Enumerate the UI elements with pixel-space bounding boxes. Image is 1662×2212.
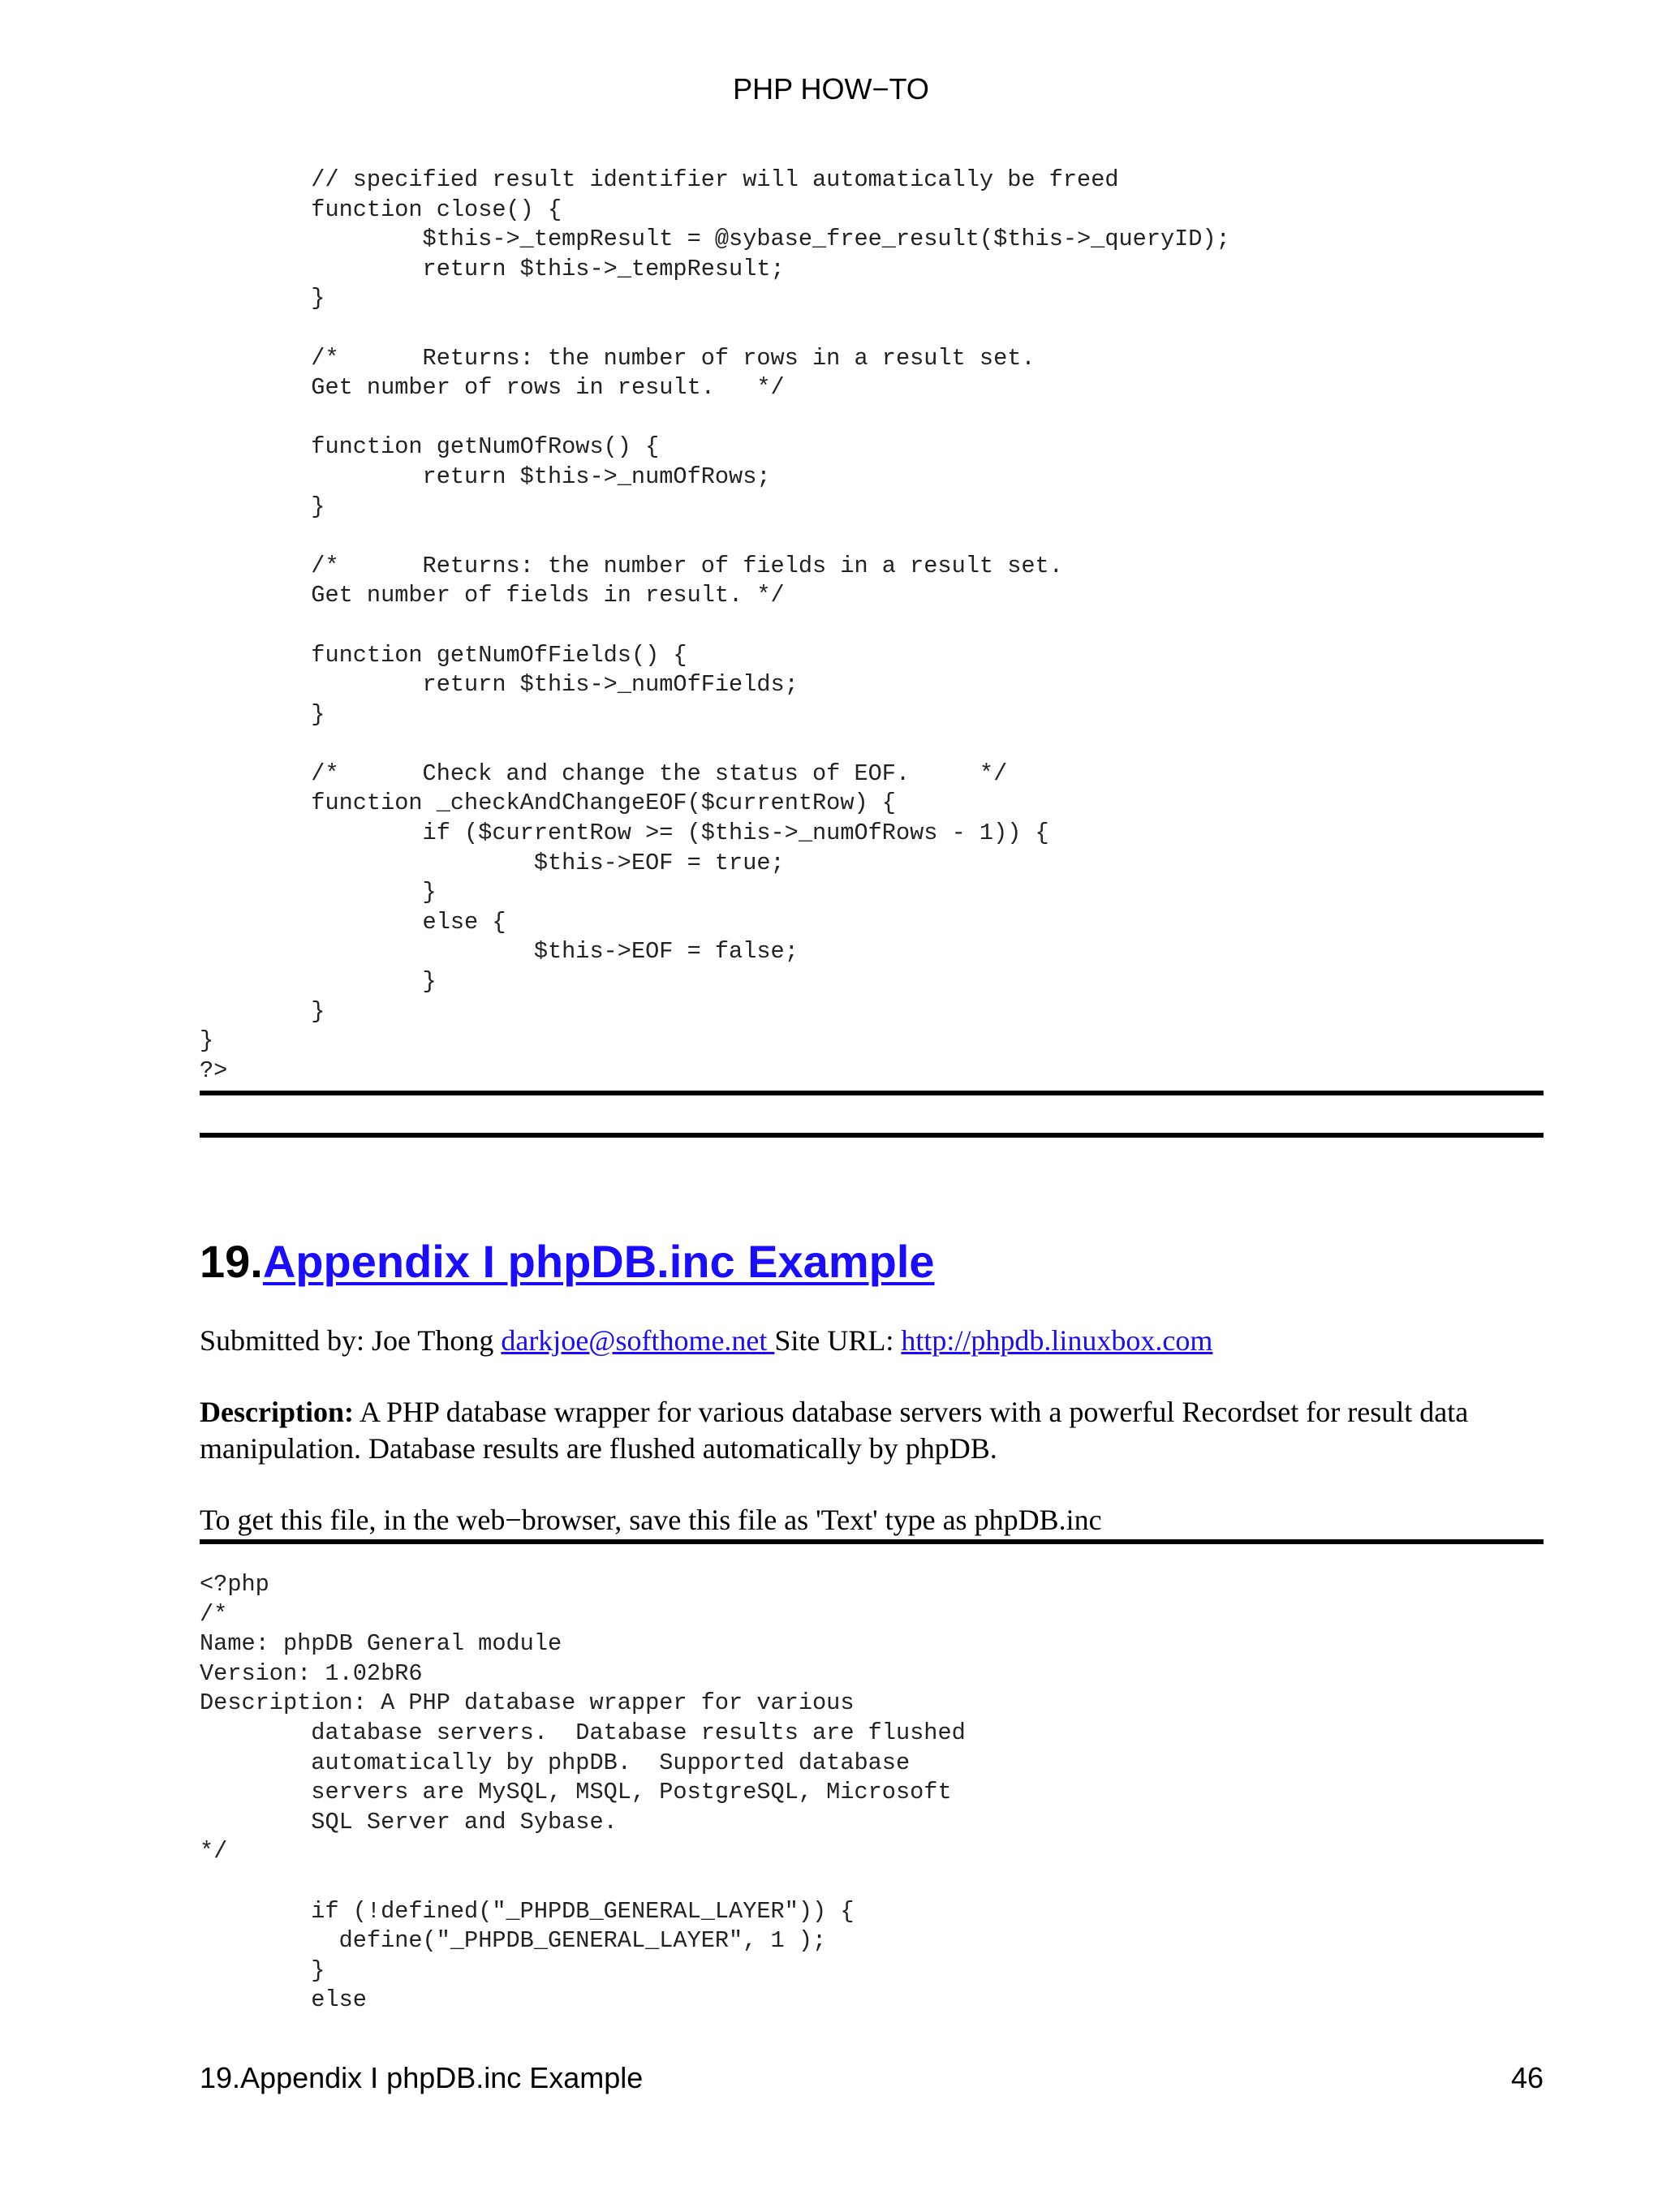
site-url-label: Site URL: — [774, 1324, 902, 1357]
section-number: 19. — [200, 1236, 263, 1287]
description-paragraph — [200, 1394, 1547, 1467]
submitted-by-text: Submitted by: Joe Thong — [200, 1324, 502, 1357]
horizontal-rule — [200, 1091, 1544, 1095]
email-link[interactable]: darkjoe@softhome.net — [501, 1324, 775, 1357]
page-number: 46 — [1510, 2061, 1544, 2094]
section-heading — [200, 1233, 935, 1290]
running-header: PHP HOW−TO — [733, 72, 929, 105]
description-text: A PHP database wrapper for various database servers with a powerful Recordset for result data manipulation. Database results are flushed automatically by phpDB. — [200, 1396, 1469, 1465]
horizontal-rule — [200, 1539, 1544, 1544]
footer-section-title: 19.Appendix I phpDB.inc Example — [200, 2061, 644, 2094]
submitted-by-line — [200, 1323, 1547, 1359]
site-url-link[interactable]: http://phpdb.linuxbox.com — [901, 1324, 1213, 1357]
horizontal-rule — [200, 1133, 1544, 1138]
code-block-top: // specified result identifier will automatically be freed function close() { $this->_tempResult = @sybase_free_result($this->_queryID); return $this->_tempResult; } /* Returns: the number of rows in a result set. Get number of rows in result. */ function getNumOfRows() { return $this->_numOfRows; } /* Returns: the number of fields in a result set. Get number of fields in result. */ function getNumOfFields() { return $this->_numOfFields; } /* Check and change the status of EOF. */ function _checkAndChangeEOF($currentRow) { if ($currentRow >= ($this->_numOfRows - 1)) { $this->EOF = true; } else { $this->EOF = false; } } } ?> — [200, 166, 1230, 1084]
section-title-link[interactable]: Appendix I phpDB.inc Example — [262, 1236, 935, 1287]
code-block-bottom: <?php /* Name: phpDB General module Version: 1.02bR6 Description: A PHP database wrapper for various database servers. Database results are flushed automatically by phpDB. Supported database servers are MySQL, MSQL, PostgreSQL, Microsoft SQL Server and Sybase. */ if (!defined("_PHPDB_GENERAL_LAYER")) { define("_PHPDB_GENERAL_LAYER", 1 ); } else — [200, 1571, 966, 2014]
description-label: Description: — [200, 1396, 354, 1428]
get-file-note: To get this file, in the web−browser, save this file as 'Text' type as phpDB.inc — [200, 1504, 1102, 1536]
